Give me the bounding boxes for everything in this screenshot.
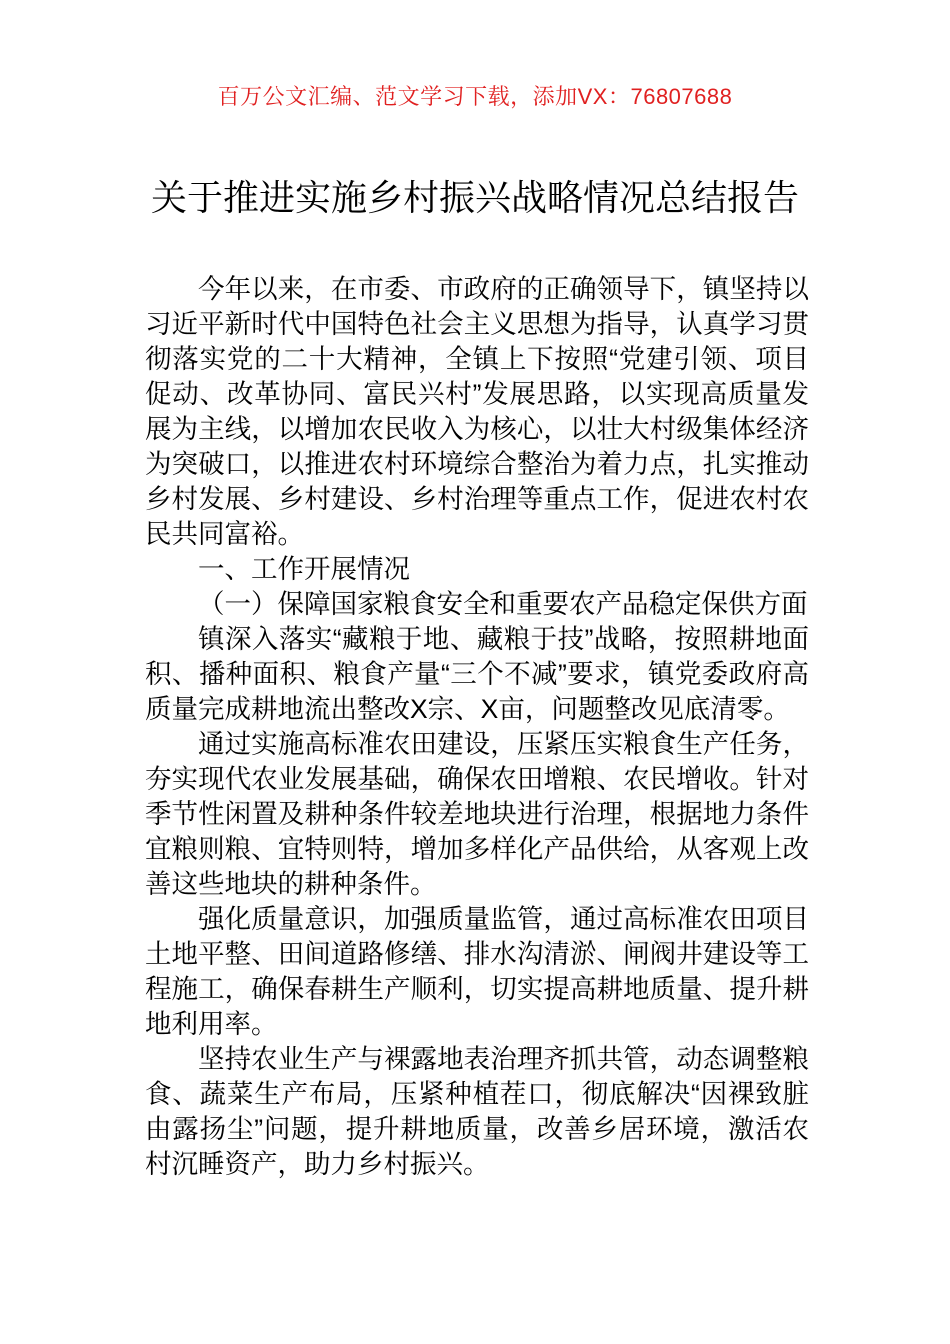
body-paragraph: 强化质量意识，加强质量监管，通过高标准农田项目土地平整、田间道路修缮、排水沟清淤、闸阀井建设等工程施工，确保春耕生产顺利，切实提高耕地质量、提升耕地利用率。 [145,904,809,1039]
body-paragraph: 通过实施高标准农田建设，压紧压实粮食生产任务，夯实现代农业发展基础，确保农田增粮、农民增收。针对季节性闲置及耕种条件较差地块进行治理，根据地力条件宜粮则粮、宜特则特，增加多样化产品供给，从客观上改善这些地块的耕种条件。 [145,729,809,899]
body-paragraph: 坚持农业生产与裸露地表治理齐抓共管，动态调整粮食、蔬菜生产布局，压紧种植茬口，彻底解决“因裸致脏由露扬尘”问题，提升耕地质量，改善乡居环境，激活农村沉睡资产，助力乡村振兴。 [145,1044,809,1179]
subsection-heading-1-1: （一）保障国家粮食安全和重要农产品稳定保供方面 [198,589,808,619]
promo-banner: 百万公文汇编、范文学习下载，添加VX：76807688 [217,84,733,109]
body-paragraph: 镇深入落实“藏粮于地、藏粮于技”战略，按照耕地面积、播种面积、粮食产量“三个不减”要求，镇党委政府高质量完成耕地流出整改X宗、X亩，问题整改见底清零。 [145,624,809,724]
intro-paragraph: 今年以来，在市委、市政府的正确领导下，镇坚持以习近平新时代中国特色社会主义思想为指导，认真学习贯彻落实党的二十大精神，全镇上下按照“党建引领、项目促动、改革协同、富民兴村”发展思路，以实现高质量发展为主线，以增加农民收入为核心，以壮大村级集体经济为突破口，以推进农村环境综合整治为着力点，扎实推动乡村发展、乡村建设、乡村治理等重点工作，促进农村农民共同富裕。 [145,274,809,549]
section-heading-1: 一、工作开展情况 [198,554,410,584]
document-body [145,272,809,1182]
page-title: 关于推进实施乡村振兴战略情况总结报告 [150,177,799,218]
